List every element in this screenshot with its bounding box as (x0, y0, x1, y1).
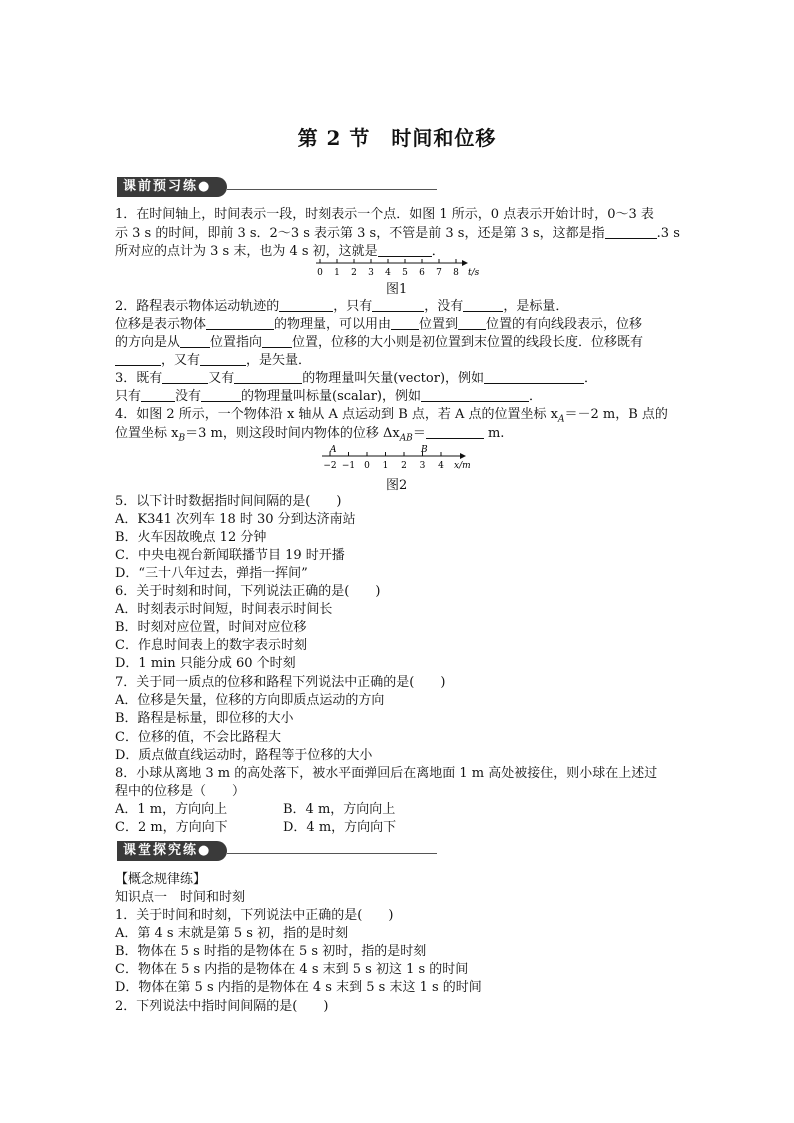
axis-tick-label: 3 (368, 268, 374, 278)
q8-option-b[interactable]: B．4 m，方向向上 (283, 802, 396, 817)
q5-option-b[interactable]: B．火车因故晚点 12 分钟 (115, 530, 267, 545)
q6-option-d[interactable]: D．1 min 只能分成 60 个时刻 (115, 656, 296, 671)
position-axis-unit: x/m (454, 461, 471, 471)
q2-text-5: 位移是表示物体 (115, 317, 207, 332)
q3-blank-4[interactable] (141, 387, 175, 402)
q3-text-5: 只有 (115, 389, 142, 404)
q2-text-9: 的方向是从 (115, 335, 181, 350)
q3-text-8: ． (529, 389, 543, 404)
q2-blank-10[interactable] (200, 351, 246, 366)
q4-text-6: m. (483, 426, 505, 441)
q6-option-a[interactable]: A．时刻表示时间短，时间表示时间长 (115, 602, 333, 617)
figure-1-caption: 图1 (386, 282, 408, 297)
q2-text-8: 位置的有向线段表示，位移 (486, 317, 643, 332)
concept-heading: 【概念规律练】 (115, 872, 207, 887)
axis-tick-label: −2 (323, 461, 337, 471)
axis-tick-label: 2 (351, 268, 357, 278)
q3-text-6: 没有 (175, 389, 202, 404)
point-a-label: A (330, 445, 337, 455)
q2-text-12: ，又有 (161, 353, 201, 368)
q1-line2 (115, 224, 695, 243)
cq2-stem: 2．下列说法中指时间间隔的是( ) (115, 999, 329, 1014)
q2-blank-3[interactable] (463, 297, 503, 312)
q2-text-2: ，只有 (333, 299, 373, 314)
q3-text-7: 的物理量叫标量(scalar)，例如 (241, 389, 422, 404)
q2-blank-5[interactable] (391, 315, 419, 330)
cq1-option-b[interactable]: B．物体在 5 s 时指的是物体在 5 s 初时，指的是时刻 (115, 944, 427, 959)
axis-tick-label: 3 (419, 461, 426, 471)
section-header-classroom (117, 841, 437, 863)
q8-option-c[interactable]: C．2 m，方向向下 (115, 820, 228, 835)
q1-blank-1[interactable] (605, 224, 657, 239)
q3-text-4: ． (584, 371, 598, 386)
axis-tick-label: 4 (438, 461, 444, 471)
time-axis-labels (317, 268, 459, 278)
q2-text-10: 位置指向 (210, 335, 263, 350)
position-axis-arrow (460, 453, 466, 459)
q2-line3 (115, 333, 695, 352)
axis-tick-label: 4 (385, 268, 391, 278)
time-axis-unit: t/s (468, 268, 480, 278)
section-label-preview: 课前预习练● (117, 177, 227, 197)
q5-stem: 5．以下计时数据指时间间隔的是( ) (115, 494, 342, 509)
q4-text-3: 位置坐标 x (115, 426, 179, 441)
q4-sub-a: A (558, 414, 565, 425)
q5-option-c[interactable]: C．中央电视台新闻联播节目 19 时开播 (115, 548, 345, 563)
q2-line1 (115, 297, 695, 316)
page-title: 第 2 节 时间和位移 (297, 126, 497, 150)
q3-text-3: 的物理量叫矢量(vector)，例如 (302, 371, 485, 386)
knowledge-point-title: 知识点一 时间和时刻 (115, 890, 246, 905)
time-axis-ticks (320, 259, 456, 263)
q2-text-13: ，是矢量． (246, 353, 312, 368)
figure-2-caption: 图2 (386, 478, 408, 493)
q1-blank-2[interactable] (378, 242, 432, 257)
q2-line4 (115, 351, 695, 370)
q2-text-6: 的物理量，可以用由 (274, 317, 392, 332)
q7-option-d[interactable]: D．质点做直线运动时，路程等于位移的大小 (115, 748, 373, 763)
q2-blank-9[interactable] (115, 351, 161, 366)
q3-line2 (115, 387, 695, 406)
q1-line2-text: 示 3 s 的时间，即前 3 s．2～3 s 表示第 3 s，不管是前 3 s，还是第 3 s，这都是指 (115, 226, 605, 241)
q4-sub-b: B (178, 433, 186, 444)
q5-option-a[interactable]: A．K341 次列车 18 时 30 分到达济南站 (115, 512, 356, 527)
q3-blank-1[interactable] (162, 369, 208, 384)
q4-text-4: ＝3 m，则这段时间内物体的位移 Δx (185, 426, 400, 441)
axis-tick-label: 0 (364, 461, 370, 471)
q3-text-2: 又有 (208, 371, 235, 386)
q3-blank-6[interactable] (421, 387, 529, 402)
q2-line2 (115, 315, 695, 334)
q6-option-c[interactable]: C．作息时间表上的数字表示时刻 (115, 638, 307, 653)
q8-option-d[interactable]: D．4 m，方向向下 (283, 820, 397, 835)
axis-tick-label: 5 (402, 268, 408, 278)
cq1-option-d[interactable]: D．物体在第 5 s 内指的是物体在 4 s 末到 5 s 末这 1 s 的时间 (115, 980, 482, 995)
q2-text-1: 2．路程表示物体运动轨迹的 (115, 299, 280, 314)
position-axis-labels (323, 461, 444, 471)
cq1-option-a[interactable]: A．第 4 s 末就是第 5 s 初，指的是时刻 (115, 926, 349, 941)
q5-option-d[interactable]: D．“三十八年过去，弹指一挥间” (115, 566, 308, 581)
section-divider (227, 189, 437, 190)
q3-blank-5[interactable] (201, 387, 241, 402)
time-axis-arrow (462, 260, 468, 266)
q8-line2: 程中的位移是（ ） (115, 784, 246, 799)
q6-stem: 6．关于时刻和时间，下列说法正确的是( ) (115, 584, 381, 599)
q2-blank-1[interactable] (279, 297, 333, 312)
cq1-stem: 1．关于时间和时刻，下列说法中正确的是( ) (115, 908, 394, 923)
q1-line3-end: ． (431, 244, 445, 259)
section-divider (227, 853, 437, 854)
q2-text-3: ，没有 (424, 299, 464, 314)
q7-option-a[interactable]: A．位移是矢量，位移的方向即质点运动的方向 (115, 693, 385, 708)
q2-text-7: 位置到 (419, 317, 459, 332)
q2-text-11: 位置，位移的大小则是初位置到末位置的线段长度．位移既有 (292, 335, 644, 350)
axis-tick-label: 6 (419, 268, 425, 278)
axis-tick-label: 7 (436, 268, 442, 278)
q2-text-4: ，是标量． (503, 299, 569, 314)
q7-option-c[interactable]: C．位移的值，不会比路程大 (115, 730, 281, 745)
q2-blank-7[interactable] (180, 333, 210, 348)
q4-sub-ab: AB (399, 433, 413, 444)
q4-blank-1[interactable] (426, 424, 484, 439)
q2-blank-8[interactable] (262, 333, 292, 348)
q7-option-b[interactable]: B．路程是标量，即位移的大小 (115, 711, 294, 726)
point-b-label: B (421, 445, 428, 455)
figure-1-time-axis (310, 258, 490, 280)
q8-line1: 8．小球从离地 3 m 的高处落下，被水平面弹回后在离地面 1 m 高处被接住，则小球在上述过 (115, 766, 658, 781)
q2-blank-2[interactable] (372, 297, 424, 312)
q4-text-2: ＝－2 m，B 点的 (564, 407, 668, 422)
q8-option-a[interactable]: A．1 m，方向向上 (115, 802, 228, 817)
q7-stem: 7．关于同一质点的位移和路程下列说法中正确的是( ) (115, 675, 446, 690)
q3-blank-2[interactable] (234, 369, 302, 384)
axis-tick-label: 1 (334, 268, 340, 278)
q1-line2-end: .3 s (656, 226, 680, 241)
q2-blank-4[interactable] (206, 315, 274, 330)
q1-line1: 1．在时间轴上，时间表示一段，时刻表示一个点．如图 1 所示，0 点表示开始计时，0～3 表 (115, 207, 654, 222)
q4-text-1: 4．如图 2 所示，一个物体沿 x 轴从 A 点运动到 B 点，若 A 点的位置坐标 x (115, 407, 558, 422)
axis-tick-label: 0 (317, 268, 323, 278)
axis-tick-label: 8 (453, 268, 459, 278)
figure-2-position-axis (318, 442, 488, 474)
section-header-preview (117, 177, 437, 199)
q3-blank-3[interactable] (484, 369, 584, 384)
axis-tick-label: 2 (401, 461, 407, 471)
q4-text-5: ＝ (412, 426, 426, 441)
q3-text-1: 3．既有 (115, 371, 163, 386)
q6-option-b[interactable]: B．时刻对应位置，时间对应位移 (115, 620, 307, 635)
cq1-option-c[interactable]: C．物体在 5 s 内指的是物体在 4 s 末到 5 s 初这 1 s 的时间 (115, 962, 469, 977)
section-label-classroom: 课堂探究练● (117, 841, 227, 861)
q1-line3-text: 所对应的点计为 3 s 末，也为 4 s 初，这就是 (115, 244, 378, 259)
q3-line1 (115, 369, 695, 388)
axis-tick-label: −1 (341, 461, 356, 471)
q2-blank-6[interactable] (458, 315, 486, 330)
axis-tick-label: 1 (382, 461, 389, 471)
